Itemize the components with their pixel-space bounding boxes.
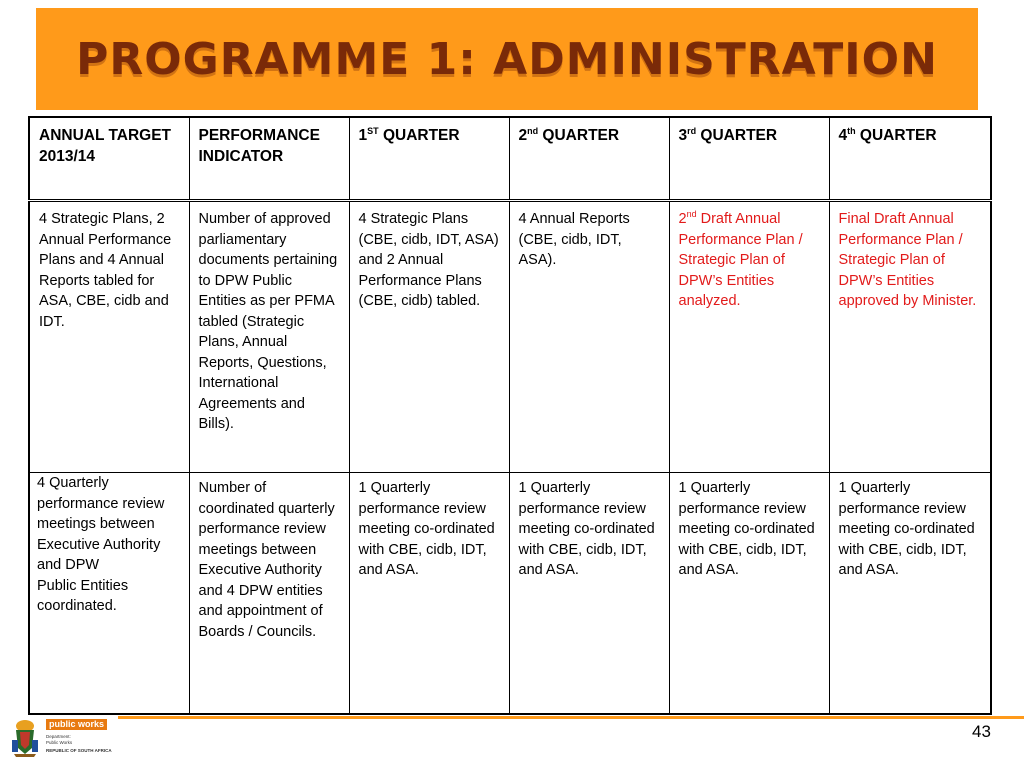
cell-indicator: Number of approved parliamentary documents pertaining to DPW Public Entities as per PFMA tabled (Strategic Plans, Annual Reports, Questions, International Agreements and Bills). bbox=[189, 201, 349, 473]
page-number: 43 bbox=[972, 722, 991, 741]
footer-divider bbox=[118, 716, 1024, 719]
header-annual-target: ANNUAL TARGET 2013/14 bbox=[29, 117, 189, 201]
header-q1: 1ST QUARTER bbox=[349, 117, 509, 201]
cell-annual-target: 4 Strategic Plans, 2 Annual Performance Plans and 4 Annual Reports tabled for ASA, CBE, cidb and IDT. bbox=[29, 201, 189, 473]
logo-line2: Public Works bbox=[46, 740, 73, 745]
header-row bbox=[29, 117, 991, 201]
logo-line1: Department: bbox=[46, 734, 71, 739]
logo-name: public works bbox=[46, 719, 107, 730]
header-q4: 4th QUARTER bbox=[829, 117, 991, 201]
cell-q3: 2nd Draft Annual Performance Plan / Strategic Plan of DPW’s Entities analyzed. bbox=[669, 201, 829, 473]
cell-q2: 1 Quarterly performance review meeting co-ordinated with CBE, cidb, IDT, and ASA. bbox=[509, 473, 669, 715]
programme-table bbox=[28, 116, 992, 715]
cell-q2: 4 Annual Reports (CBE, cidb, IDT, ASA). bbox=[509, 201, 669, 473]
header-q2: 2nd QUARTER bbox=[509, 117, 669, 201]
cell-q3: 1 Quarterly performance review meeting co-ordinated with CBE, cidb, IDT, and ASA. bbox=[669, 473, 829, 715]
header-q3: 3rd QUARTER bbox=[669, 117, 829, 201]
table-row bbox=[29, 473, 991, 715]
table-row bbox=[29, 201, 991, 473]
title-banner bbox=[36, 8, 978, 110]
cell-q4: Final Draft Annual Performance Plan / Strategic Plan of DPW’s Entities approved by Minister. bbox=[829, 201, 991, 473]
public-works-logo bbox=[6, 716, 118, 768]
cell-q4: 1 Quarterly performance review meeting co-ordinated with CBE, cidb, IDT, and ASA. bbox=[829, 473, 991, 715]
logo-line3: REPUBLIC OF SOUTH AFRICA bbox=[46, 748, 112, 753]
slide-title: PROGRAMME 1: ADMINISTRATION bbox=[76, 33, 938, 85]
cell-indicator: Number of coordinated quarterly performance review meetings between Executive Authority and 4 DPW entities and appointment of Boards / Councils. bbox=[189, 473, 349, 715]
header-performance-indicator: PERFORMANCE INDICATOR bbox=[189, 117, 349, 201]
cell-q1: 4 Strategic Plans (CBE, cidb, IDT, ASA) and 2 Annual Performance Plans (CBE, cidb) tabled. bbox=[349, 201, 509, 473]
coat-of-arms-icon bbox=[10, 718, 40, 758]
cell-q1: 1 Quarterly performance review meeting co-ordinated with CBE, cidb, IDT, and ASA. bbox=[349, 473, 509, 715]
cell-annual-target: 4 Quarterly performance review meetings between Executive Authority and DPW Public Entities coordinated. bbox=[29, 473, 189, 715]
